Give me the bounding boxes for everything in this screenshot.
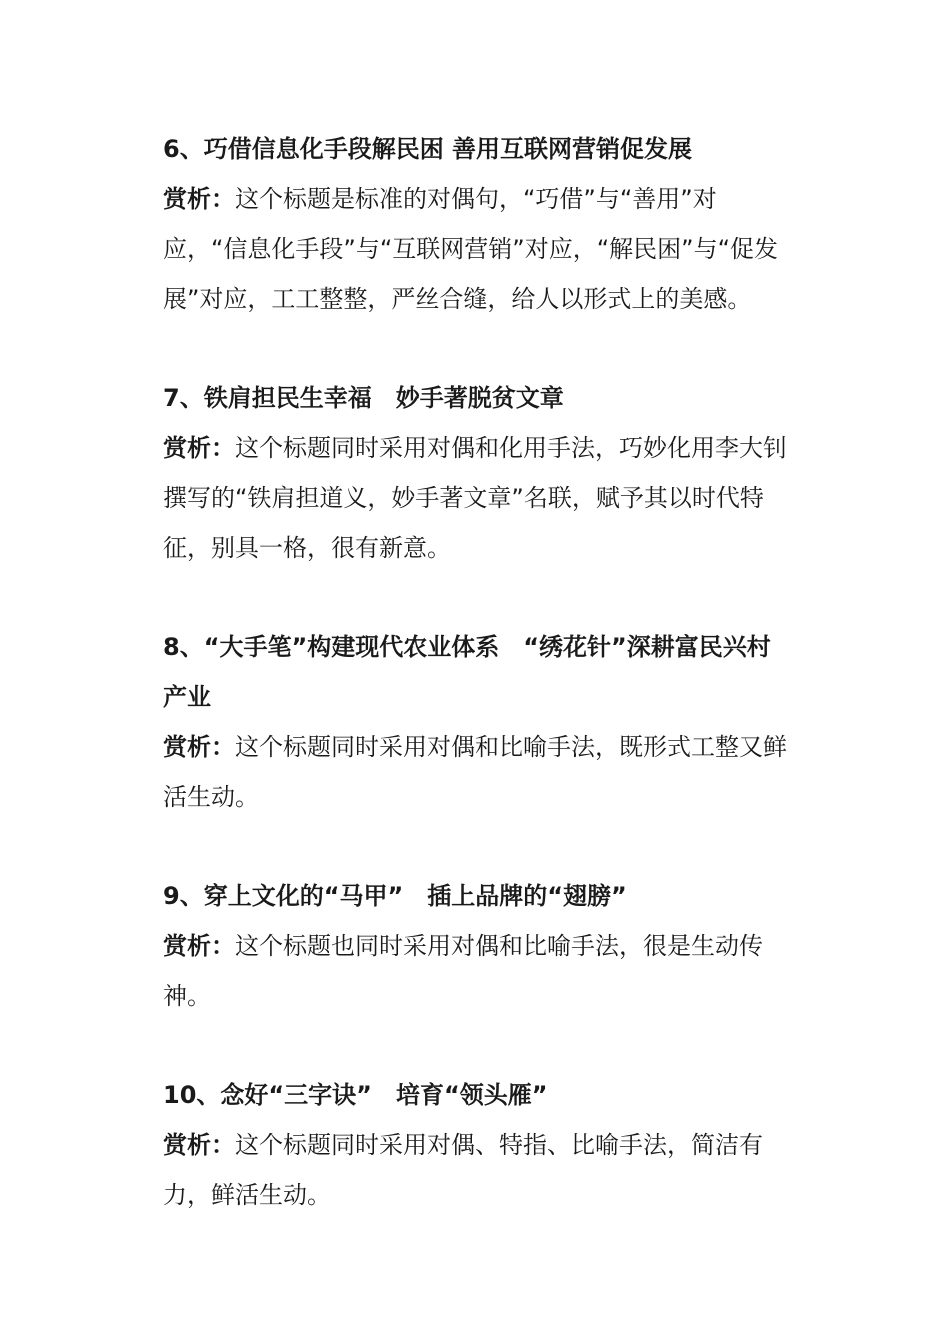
entry-8 — [163, 622, 793, 822]
analysis-text: 这个标题同时采用对偶、特指、比喻手法，简洁有力，鲜活生动。 — [163, 1131, 763, 1209]
entry-analysis — [163, 1120, 793, 1220]
entry-analysis — [163, 722, 793, 822]
entry-title: 8、“大手笔”构建现代农业体系 “绣花针”深耕富民兴村产业 — [163, 633, 771, 711]
entry-analysis — [163, 423, 793, 573]
entry-7 — [163, 373, 793, 573]
analysis-text: 这个标题同时采用对偶和化用手法，巧妙化用李大钊撰写的“铁肩担道义，妙手著文章”名联，赋予其以时代特征，别具一格，很有新意。 — [163, 434, 787, 562]
entry-analysis — [163, 174, 793, 324]
analysis-label: 赏析： — [163, 185, 235, 213]
entry-title: 9、穿上文化的“马甲” 插上品牌的“翅膀” — [163, 882, 627, 910]
entry-6 — [163, 124, 793, 324]
analysis-text: 这个标题也同时采用对偶和比喻手法，很是生动传神。 — [163, 932, 763, 1010]
entry-9 — [163, 871, 793, 1021]
analysis-label: 赏析： — [163, 733, 235, 761]
entry-analysis — [163, 921, 793, 1021]
entry-title: 6、巧借信息化手段解民困 善用互联网营销促发展 — [163, 135, 693, 163]
document-body — [163, 124, 793, 1269]
analysis-label: 赏析： — [163, 1131, 235, 1159]
entry-title: 7、铁肩担民生幸福 妙手著脱贫文章 — [163, 384, 564, 412]
analysis-label: 赏析： — [163, 434, 235, 462]
entry-title: 10、念好“三字诀” 培育“领头雁” — [163, 1081, 548, 1109]
analysis-text: 这个标题是标准的对偶句，“巧借”与“善用”对应，“信息化手段”与“互联网营销”对应，“解民困”与“促发展”对应，工工整整，严丝合缝，给人以形式上的美感。 — [163, 185, 779, 313]
entry-10 — [163, 1070, 793, 1220]
analysis-text: 这个标题同时采用对偶和比喻手法，既形式工整又鲜活生动。 — [163, 733, 787, 811]
analysis-label: 赏析： — [163, 932, 235, 960]
